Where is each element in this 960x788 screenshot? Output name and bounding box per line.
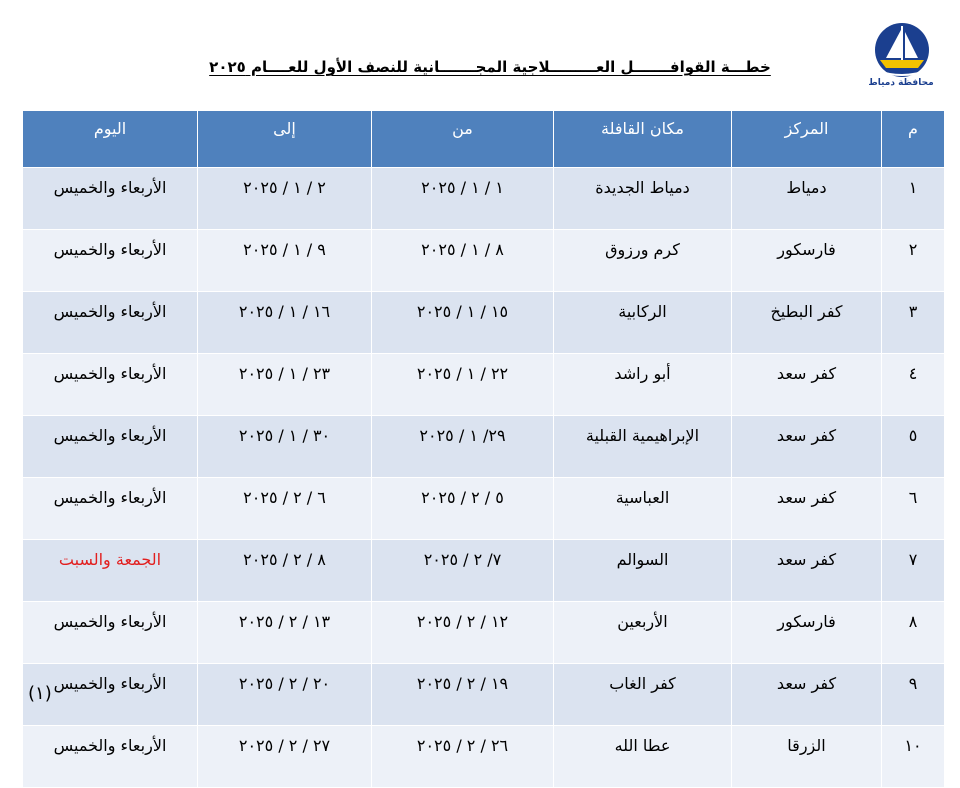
header-from: من [372, 111, 554, 168]
cell-day: الأربعاء والخميس [23, 726, 198, 788]
header-center: المركز [732, 111, 882, 168]
cell-day: الأربعاء والخميس [23, 168, 198, 230]
header-number: م [882, 111, 945, 168]
cell-place: عطا الله [554, 726, 732, 788]
cell-from: ٢٦ / ٢ / ٢٠٢٥ [372, 726, 554, 788]
cell-center: كفر البطيخ [732, 292, 882, 354]
cell-day: الجمعة والسبت [23, 540, 198, 602]
cell-to: ٣٠ / ١ / ٢٠٢٥ [198, 416, 372, 478]
table-row [23, 664, 945, 726]
cell-from: ١٩ / ٢ / ٢٠٢٥ [372, 664, 554, 726]
cell-place: دمياط الجديدة [554, 168, 732, 230]
cell-day: الأربعاء والخميس [23, 354, 198, 416]
cell-center: كفر سعد [732, 540, 882, 602]
cell-to: ١٦ / ١ / ٢٠٢٥ [198, 292, 372, 354]
table-row [23, 602, 945, 664]
cell-from: ١٢ / ٢ / ٢٠٢٥ [372, 602, 554, 664]
table-row [23, 292, 945, 354]
cell-from: ١ / ١ / ٢٠٢٥ [372, 168, 554, 230]
cell-to: ٢ / ١ / ٢٠٢٥ [198, 168, 372, 230]
cell-place: العباسية [554, 478, 732, 540]
cell-center: كفر سعد [732, 416, 882, 478]
page-number: (١) [28, 683, 52, 704]
cell-place: الركابية [554, 292, 732, 354]
table-row [23, 478, 945, 540]
cell-number: ١٠ [882, 726, 945, 788]
cell-place: الإبراهيمية القبلية [554, 416, 732, 478]
cell-center: كفر سعد [732, 354, 882, 416]
cell-to: ٢٣ / ١ / ٢٠٢٥ [198, 354, 372, 416]
convoy-schedule-table [22, 110, 945, 788]
cell-center: كفر سعد [732, 478, 882, 540]
cell-number: ٣ [882, 292, 945, 354]
cell-place: السوالم [554, 540, 732, 602]
cell-center: فارسكور [732, 602, 882, 664]
cell-day: الأربعاء والخميس [23, 664, 198, 726]
cell-from: ١٥ / ١ / ٢٠٢٥ [372, 292, 554, 354]
cell-center: كفر سعد [732, 664, 882, 726]
cell-to: ٢٠ / ٢ / ٢٠٢٥ [198, 664, 372, 726]
cell-center: فارسكور [732, 230, 882, 292]
table-row [23, 168, 945, 230]
cell-to: ٨ / ٢ / ٢٠٢٥ [198, 540, 372, 602]
cell-to: ٦ / ٢ / ٢٠٢٥ [198, 478, 372, 540]
cell-place: أبو راشد [554, 354, 732, 416]
cell-place: كرم ورزوق [554, 230, 732, 292]
header-place: مكان القافلة [554, 111, 732, 168]
cell-place: الأربعين [554, 602, 732, 664]
header-day: اليوم [23, 111, 198, 168]
cell-to: ١٣ / ٢ / ٢٠٢٥ [198, 602, 372, 664]
cell-from: ٧/ ٢ / ٢٠٢٥ [372, 540, 554, 602]
cell-day: الأربعاء والخميس [23, 478, 198, 540]
cell-day: الأربعاء والخميس [23, 292, 198, 354]
cell-number: ٩ [882, 664, 945, 726]
cell-day: الأربعاء والخميس [23, 230, 198, 292]
cell-center: دمياط [732, 168, 882, 230]
cell-to: ٢٧ / ٢ / ٢٠٢٥ [198, 726, 372, 788]
cell-from: ٢٢ / ١ / ٢٠٢٥ [372, 354, 554, 416]
cell-day: الأربعاء والخميس [23, 416, 198, 478]
cell-number: ٤ [882, 354, 945, 416]
cell-from: ٨ / ١ / ٢٠٢٥ [372, 230, 554, 292]
cell-center: الزرقا [732, 726, 882, 788]
cell-number: ٢ [882, 230, 945, 292]
cell-number: ٥ [882, 416, 945, 478]
cell-place: كفر الغاب [554, 664, 732, 726]
cell-to: ٩ / ١ / ٢٠٢٥ [198, 230, 372, 292]
cell-number: ١ [882, 168, 945, 230]
table-row [23, 726, 945, 788]
header-to: إلى [198, 111, 372, 168]
table-row [23, 230, 945, 292]
cell-number: ٦ [882, 478, 945, 540]
table-header-row [23, 111, 945, 168]
page-title: خطـــة القوافـــــــل العـــــــــلاجية المجـــــــانية للنصف الأول للعــــام ٢٠٢٥ [209, 58, 771, 76]
cell-day: الأربعاء والخميس [23, 602, 198, 664]
table-row [23, 540, 945, 602]
cell-from: ٥ / ٢ / ٢٠٢٥ [372, 478, 554, 540]
cell-number: ٨ [882, 602, 945, 664]
logo-caption: محافظة دمياط [868, 78, 934, 88]
cell-number: ٧ [882, 540, 945, 602]
table-row [23, 416, 945, 478]
cell-from: ٢٩/ ١ / ٢٠٢٥ [372, 416, 554, 478]
table-row [23, 354, 945, 416]
